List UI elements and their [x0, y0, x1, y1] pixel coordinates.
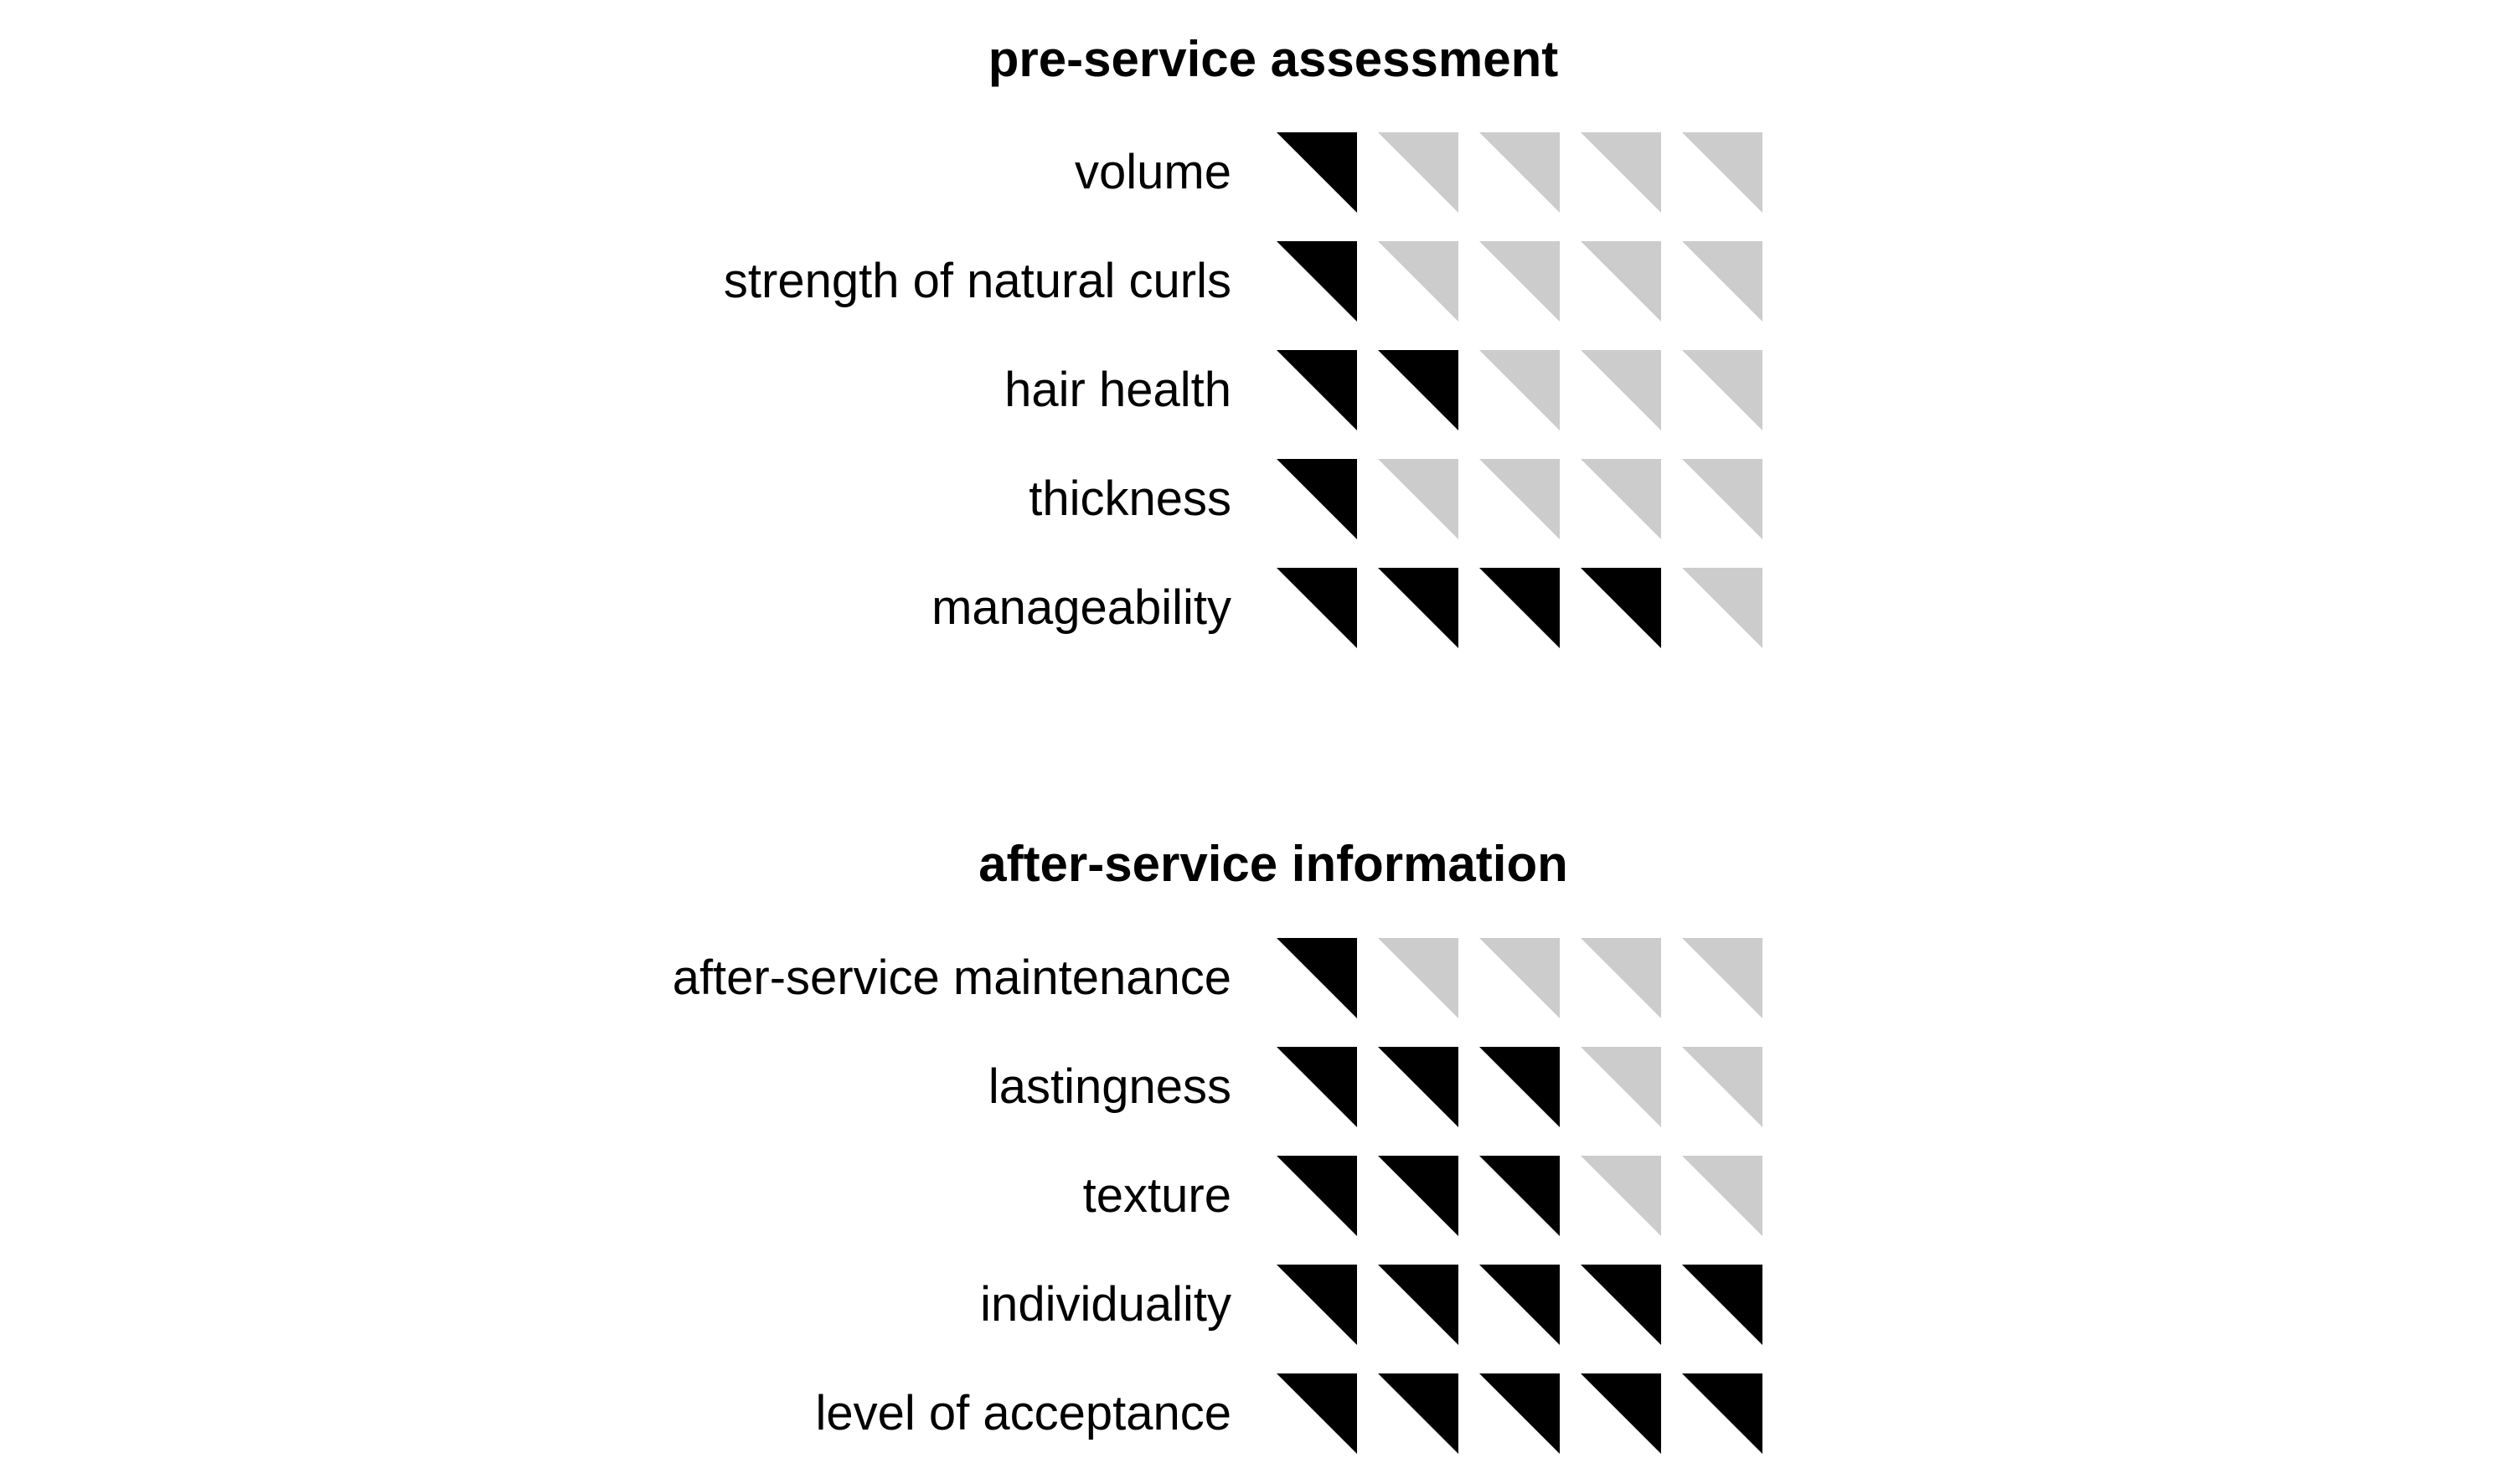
triangle-rating — [1277, 938, 1771, 1018]
triangle-rating-icon — [1277, 1265, 1357, 1345]
row-label: strength of natural curls — [723, 254, 1231, 308]
triangle-rating-icon — [1277, 938, 1357, 1018]
rating-row — [0, 938, 2513, 1018]
triangle-rating-icon — [1581, 132, 1661, 213]
rating-row — [0, 241, 2513, 322]
triangle-rating-icon — [1682, 1373, 1762, 1454]
triangle-rating-icon — [1378, 938, 1458, 1018]
triangle-rating-icon — [1378, 132, 1458, 213]
triangle-rating-icon — [1277, 1047, 1357, 1127]
triangle-rating-icon — [1378, 459, 1458, 539]
triangle-rating-icon — [1682, 241, 1762, 322]
triangle-rating — [1277, 568, 1771, 648]
triangle-rating-icon — [1682, 1265, 1762, 1345]
rating-row — [0, 1156, 2513, 1236]
triangle-rating-icon — [1479, 459, 1560, 539]
triangle-rating-icon — [1682, 938, 1762, 1018]
triangle-rating — [1277, 1047, 1771, 1127]
rating-row — [0, 459, 2513, 539]
rating-row — [0, 1047, 2513, 1127]
triangle-rating-icon — [1479, 1265, 1560, 1345]
row-label: manageability — [931, 580, 1231, 635]
triangle-rating-icon — [1682, 1047, 1762, 1127]
triangle-rating-icon — [1581, 1373, 1661, 1454]
triangle-rating-icon — [1682, 459, 1762, 539]
triangle-rating-icon — [1682, 132, 1762, 213]
triangle-rating-icon — [1581, 1047, 1661, 1127]
triangle-rating-icon — [1277, 1373, 1357, 1454]
triangle-rating-icon — [1378, 568, 1458, 648]
triangle-rating-icon — [1277, 241, 1357, 322]
triangle-rating-icon — [1581, 459, 1661, 539]
triangle-rating — [1277, 350, 1771, 430]
section-title: after-service information — [978, 836, 1568, 892]
triangle-rating-icon — [1581, 568, 1661, 648]
triangle-rating-icon — [1479, 1373, 1560, 1454]
triangle-rating-icon — [1682, 350, 1762, 430]
row-label: volume — [1075, 145, 1231, 199]
rating-row — [0, 132, 2513, 213]
triangle-rating — [1277, 1156, 1771, 1236]
row-label: after-service maintenance — [672, 951, 1231, 1005]
triangle-rating-icon — [1581, 1265, 1661, 1345]
row-label: level of acceptance — [815, 1386, 1231, 1440]
triangle-rating-icon — [1479, 1047, 1560, 1127]
row-label: texture — [1082, 1168, 1231, 1223]
triangle-rating-icon — [1581, 350, 1661, 430]
triangle-rating-icon — [1378, 350, 1458, 430]
rating-row — [0, 350, 2513, 430]
triangle-rating-icon — [1277, 459, 1357, 539]
triangle-rating — [1277, 241, 1771, 322]
triangle-rating-icon — [1479, 241, 1560, 322]
triangle-rating — [1277, 132, 1771, 213]
rating-row — [0, 568, 2513, 648]
row-label: thickness — [1029, 471, 1231, 526]
triangle-rating-icon — [1581, 1156, 1661, 1236]
rating-row — [0, 1265, 2513, 1345]
section-title: pre-service assessment — [988, 31, 1559, 87]
triangle-rating-icon — [1378, 1156, 1458, 1236]
triangle-rating-icon — [1378, 1047, 1458, 1127]
triangle-rating — [1277, 459, 1771, 539]
triangle-rating-icon — [1682, 1156, 1762, 1236]
row-label: individuality — [980, 1277, 1231, 1332]
triangle-rating — [1277, 1373, 1771, 1454]
triangle-rating-icon — [1581, 241, 1661, 322]
triangle-rating-icon — [1378, 1373, 1458, 1454]
triangle-rating-icon — [1682, 568, 1762, 648]
row-label: hair health — [1004, 363, 1231, 417]
rating-row — [0, 1373, 2513, 1454]
triangle-rating — [1277, 1265, 1771, 1345]
triangle-rating-icon — [1479, 568, 1560, 648]
triangle-rating-icon — [1479, 132, 1560, 213]
triangle-rating-icon — [1277, 132, 1357, 213]
triangle-rating-icon — [1479, 1156, 1560, 1236]
triangle-rating-icon — [1277, 1156, 1357, 1236]
triangle-rating-icon — [1277, 350, 1357, 430]
row-label: lastingness — [988, 1059, 1231, 1114]
triangle-rating-icon — [1479, 350, 1560, 430]
triangle-rating-icon — [1277, 568, 1357, 648]
triangle-rating-icon — [1479, 938, 1560, 1018]
triangle-rating-icon — [1581, 938, 1661, 1018]
triangle-rating-icon — [1378, 1265, 1458, 1345]
triangle-rating-icon — [1378, 241, 1458, 322]
